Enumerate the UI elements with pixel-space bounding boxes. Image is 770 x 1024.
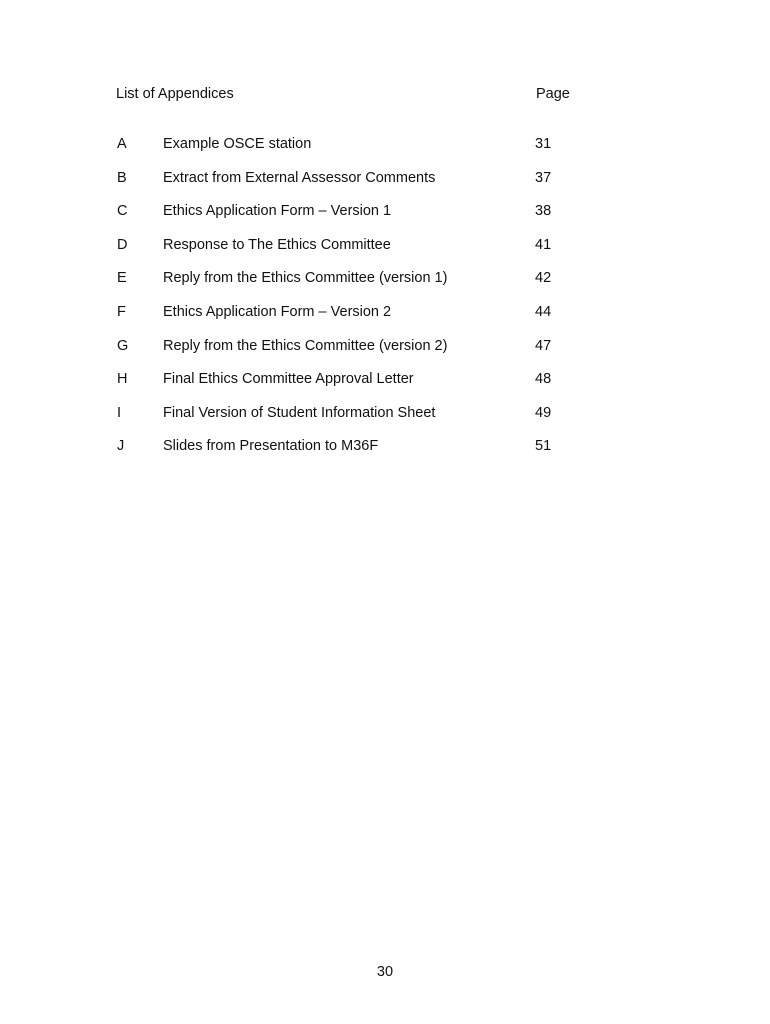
appendix-page: 44 xyxy=(535,303,552,320)
appendix-letter: G xyxy=(117,337,129,354)
appendix-page: 42 xyxy=(535,270,552,287)
appendix-letter: I xyxy=(117,404,122,421)
appendix-letter: H xyxy=(117,371,128,388)
list-item xyxy=(116,371,596,405)
appendices-list xyxy=(116,136,596,472)
list-item xyxy=(116,438,596,472)
appendix-title: Final Ethics Committee Approval Letter xyxy=(163,371,414,388)
page-number: 30 xyxy=(376,964,394,980)
appendix-title: Extract from External Assessor Comments xyxy=(163,169,436,186)
appendix-letter: E xyxy=(117,270,127,287)
list-item xyxy=(116,338,596,372)
appendix-title: Slides from Presentation to M36F xyxy=(163,438,379,455)
list-item xyxy=(116,405,596,439)
appendix-page: 38 xyxy=(535,203,552,220)
list-item xyxy=(116,237,596,271)
appendix-title: Final Version of Student Information Sheet xyxy=(163,404,436,421)
appendix-title: Response to The Ethics Committee xyxy=(163,236,391,253)
appendix-page: 37 xyxy=(535,169,552,186)
appendix-page: 51 xyxy=(535,438,552,455)
list-item xyxy=(116,203,596,237)
page-column-heading: Page xyxy=(536,86,570,102)
appendix-page: 47 xyxy=(535,337,552,354)
appendix-page: 41 xyxy=(535,236,552,253)
appendices-header xyxy=(116,86,596,108)
appendix-letter: F xyxy=(117,303,126,320)
appendix-page: 31 xyxy=(535,136,552,152)
appendix-page: 48 xyxy=(535,371,552,388)
appendix-letter: A xyxy=(117,136,127,152)
list-item xyxy=(116,136,596,170)
appendix-title: Reply from the Ethics Committee (version 2) xyxy=(163,337,448,354)
list-item xyxy=(116,304,596,338)
appendix-title: Example OSCE station xyxy=(163,136,312,152)
list-item xyxy=(116,270,596,304)
appendix-letter: D xyxy=(117,236,128,253)
appendix-letter: C xyxy=(117,203,128,220)
appendix-title: Ethics Application Form – Version 1 xyxy=(163,203,392,220)
appendix-letter: B xyxy=(117,169,127,186)
list-title: List of Appendices xyxy=(116,86,234,102)
appendix-page: 49 xyxy=(535,404,552,421)
appendix-title: Reply from the Ethics Committee (version 1) xyxy=(163,270,448,287)
appendix-letter: J xyxy=(117,438,125,455)
appendix-title: Ethics Application Form – Version 2 xyxy=(163,303,392,320)
list-item xyxy=(116,170,596,204)
